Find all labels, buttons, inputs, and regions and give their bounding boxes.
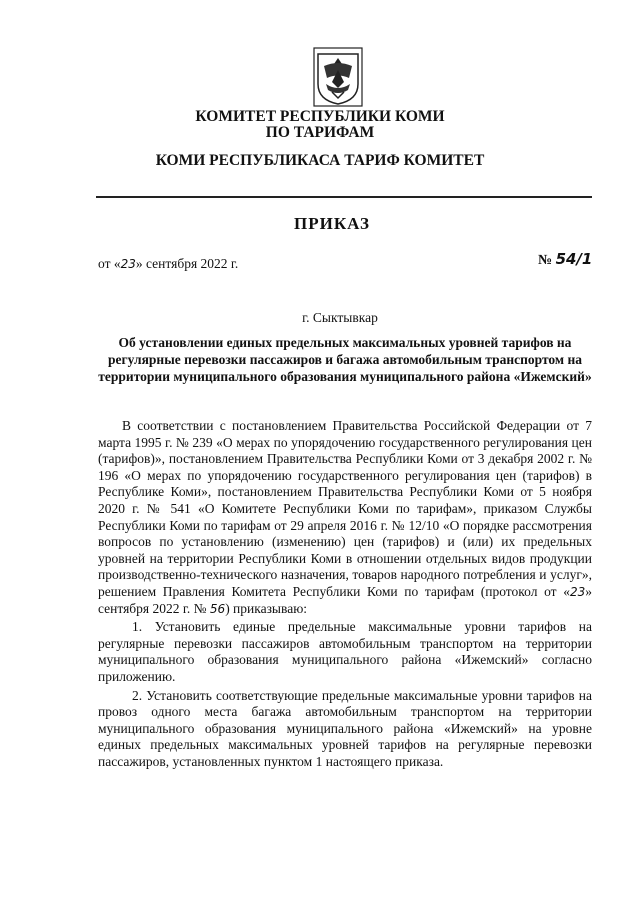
document-type: ПРИКАЗ [294, 214, 370, 233]
header-divider [96, 196, 592, 198]
order-item-2: 2. Установить соответствующие предельные максимальные уровни тарифов на провоз одного места багажа автомобильным транспортом на территории муниципального образования муниципального района «Ижемский» на уровне единых предельных максимальных уровней тарифов на регулярные перевозки пассажиров, установленных пунктом 1 настоящего приказа. [98, 687, 592, 769]
org-name-ru-line1: КОМИТЕТ РЕСПУБЛИКИ КОМИ [195, 108, 445, 125]
date-prefix: от « [98, 256, 121, 271]
document-body [98, 418, 592, 770]
preamble-paragraph: В соответствии с постановлением Правительства Российской Федерации от 7 марта 1995 г. № 239 «О мерах по упорядочению государственного регулирования цен (тарифов)», постановлением Правительства Республики Коми от 3 декабря 2002 г. № 196 «О мерах по упорядочению государственного регулирования цен (тарифов) в Республике Коми», постановлением Правительства Республики Коми от 5 ноября 2020 г. № 541 «О Комитете Республики Коми по тарифам», приказом Службы Республики Коми по тарифам от 29 апреля 2016 г. № 12/10 «О порядке рассмотрения вопросов по установлению (изменению) цен (тарифов) и (или) их предельных уровней на территории Республики Коми в отношении отдельных видов продукции производственно-технического назначения, товаров народного потребления и услуг», решением Правления Комитета Республики Коми по тарифам (протокол от «23» сентября 2022 г. № 56) приказываю: [98, 418, 592, 616]
document-date [98, 256, 238, 272]
org-name-komi: КОМИ РЕСПУБЛИКАСА ТАРИФ КОМИТЕТ [155, 152, 485, 169]
document-number [538, 250, 592, 269]
org-name-ru-line2: ПО ТАРИФАМ [265, 124, 375, 141]
date-day-handwritten: 23 [120, 257, 136, 271]
date-suffix: » сентября 2022 г. [135, 256, 239, 271]
number-prefix: № [538, 253, 556, 268]
number-handwritten: 54/1 [555, 250, 593, 268]
coat-of-arms-komi-icon [312, 44, 364, 108]
protocol-number-handwritten: 56 [209, 601, 226, 616]
protocol-day-handwritten: 23 [569, 584, 586, 599]
document-city: г. Сыктывкар [302, 310, 378, 325]
document-title: Об установлении единых предельных максимальных уровней тарифов на регулярные перевозки пассажиров и багажа автомобильным транспортом на территории муниципального образования муниципального района «Ижемский» [98, 335, 592, 384]
order-item-1: 1. Установить единые предельные максимальные уровни тарифов на регулярные перевозки пассажиров автомобильным транспортом на территории муниципального образования муниципального района «Ижемский» согласно приложению. [98, 619, 592, 684]
